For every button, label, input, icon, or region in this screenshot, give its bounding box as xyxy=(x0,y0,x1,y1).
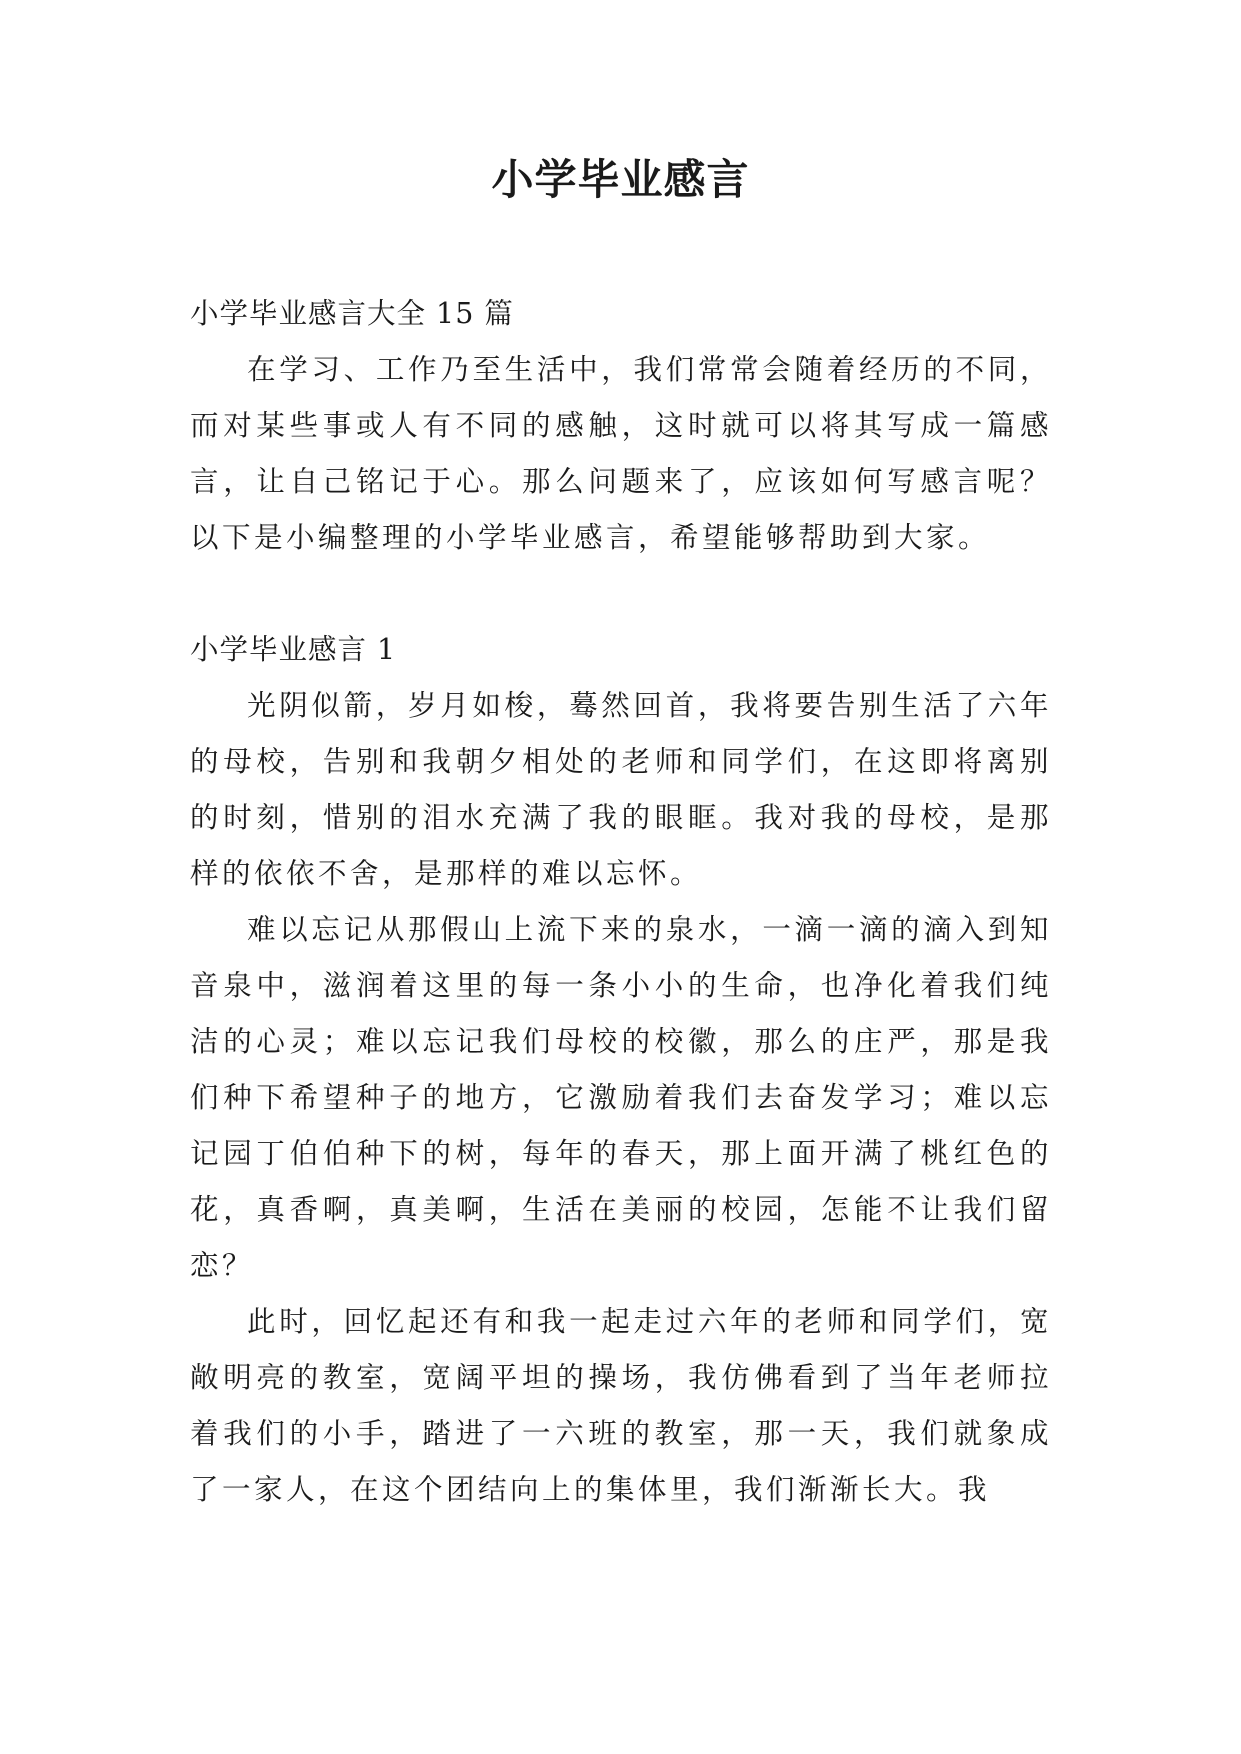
body-paragraph: 此时，回忆起还有和我一起走过六年的老师和同学们，宽敞明亮的教室，宽阔平坦的操场，我仿佛看到了当年老师拉着我们的小手，踏进了一六班的教室，那一天，我们就象成了一家人，在这个团结向上的集体里，我们渐渐长大。我 xyxy=(190,1305,1052,1506)
body-paragraph: 光阴似箭，岁月如梭，蓦然回首，我将要告别生活了六年的母校，告别和我朝夕相处的老师和同学们，在这即将离别的时刻，惜别的泪水充满了我的眼眶。我对我的母校，是那样的依依不舍，是那样的难以忘怀。 xyxy=(190,689,1052,890)
body-paragraph: 难以忘记从那假山上流下来的泉水，一滴一滴的滴入到知音泉中，滋润着这里的每一条小小的生命，也净化着我们纯洁的心灵；难以忘记我们母校的校徽，那么的庄严，那是我们种下希望种子的地方，它激励着我们去奋发学习；难以忘记园丁伯伯种下的树，每年的春天，那上面开满了桃红色的花，真香啊，真美啊，生活在美丽的校园，怎能不让我们留恋？ xyxy=(190,913,1052,1282)
document-title: 小学毕业感言 xyxy=(491,155,750,204)
intro-paragraph: 在学习、工作乃至生活中，我们常常会随着经历的不同，而对某些事或人有不同的感触，这时就可以将其写成一篇感言，让自己铭记于心。那么问题来了，应该如何写感言呢？以下是小编整理的小学毕业感言，希望能够帮助到大家。 xyxy=(190,353,1052,554)
section-heading: 小学毕业感言 1 xyxy=(190,633,397,666)
document-body xyxy=(190,286,1052,1518)
subtitle: 小学毕业感言大全 15 篇 xyxy=(190,297,514,330)
section-spacer xyxy=(190,566,1052,622)
